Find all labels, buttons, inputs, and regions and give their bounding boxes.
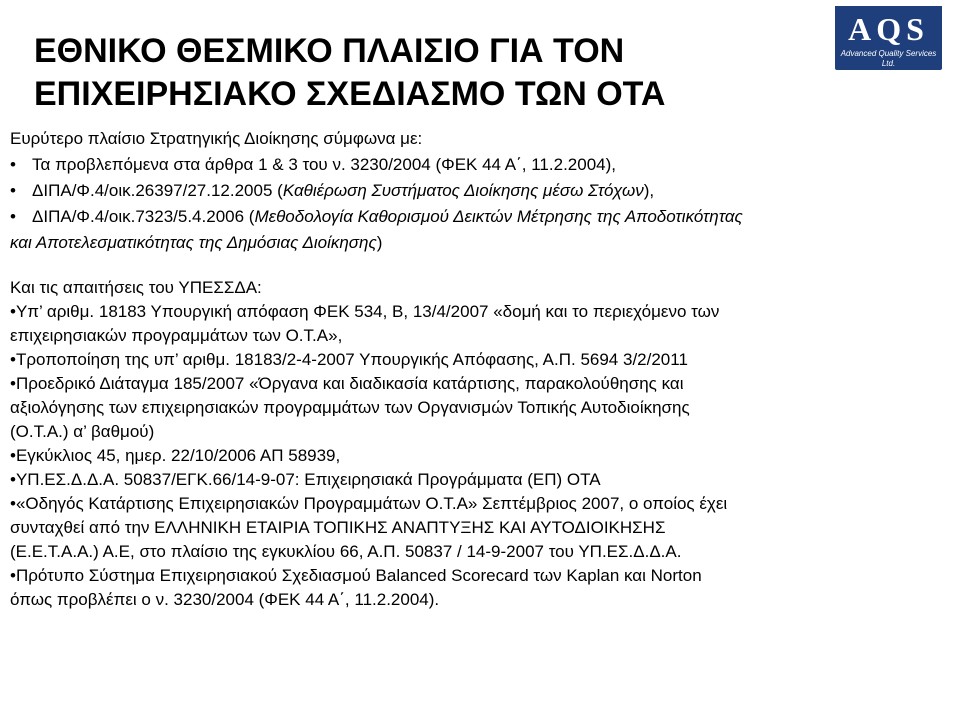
slide-title-line-1: ΕΘΝΙΚΟ ΘΕΣΜΙΚΟ ΠΛΑΙΣΙΟ ΓΙΑ ΤΟΝ bbox=[34, 32, 625, 70]
list-item-text: Τα προβλεπόμενα στα άρθρα 1 & 3 του ν. 3230/2004 (ΦΕΚ 44 Α΄, 11.2.2004), bbox=[32, 155, 616, 174]
list-line: •ΥΠ.ΕΣ.Δ.Δ.Α. 50837/ΕΓΚ.66/14-9-07: Επιχειρησιακά Προγράμματα (ΕΠ) ΟΤΑ bbox=[10, 470, 601, 489]
aqs-logo bbox=[835, 6, 942, 77]
list-line: αξιολόγησης των επιχειρησιακών προγραμμάτων των Οργανισμών Τοπικής Αυτοδιοίκησης bbox=[10, 398, 690, 417]
section-strategic-framework bbox=[10, 126, 945, 256]
list-line: επιχειρησιακών προγραμμάτων των Ο.Τ.Α», bbox=[10, 326, 343, 345]
list-line: •Προεδρικό Διάταγμα 185/2007 «Όργανα και διαδικασία κατάρτισης, παρακολούθησης και bbox=[10, 374, 684, 393]
list-line: (Ο.Τ.Α.) α’ βαθμού) bbox=[10, 422, 155, 441]
section-heading: Ευρύτερο πλαίσιο Στρατηγικής Διοίκησης σύμφωνα με: bbox=[10, 129, 423, 148]
section-spacer bbox=[10, 256, 945, 276]
list-item bbox=[10, 152, 945, 178]
list-item-continuation bbox=[10, 230, 945, 256]
section-ypessda-requirements bbox=[10, 276, 945, 612]
list-line: •Εγκύκλιος 45, ημερ. 22/10/2006 ΑΠ 58939, bbox=[10, 446, 341, 465]
logo-english-text: Advanced Quality Services Ltd. bbox=[840, 49, 937, 68]
bullet-icon: • bbox=[10, 155, 16, 174]
section-heading: Και τις απαιτήσεις του ΥΠΕΣΣΔΑ: bbox=[10, 278, 262, 297]
list-item-text: ΔΙΠΑ/Φ.4/οικ.7323/5.4.2006 ( bbox=[32, 207, 255, 226]
list-line: •Πρότυπο Σύστημα Επιχειρησιακού Σχεδιασμού Balanced Scorecard των Kaplan και Norton bbox=[10, 566, 702, 585]
slide-title bbox=[34, 30, 794, 116]
bullet-icon: • bbox=[10, 181, 16, 200]
list-line: •Υπ’ αριθμ. 18183 Υπουργική απόφαση ΦΕΚ 534, Β, 13/4/2007 «δομή και το περιεχόμενο των bbox=[10, 302, 720, 321]
list-line: •Τροποποίηση της υπ’ αριθμ. 18183/2-4-2007 Υπουργικής Απόφασης, Α.Π. 5694 3/2/2011 bbox=[10, 350, 688, 369]
list-line: όπως προβλέπει ο ν. 3230/2004 (ΦΕΚ 44 Α΄, 11.2.2004). bbox=[10, 590, 440, 609]
bullet-icon: • bbox=[10, 207, 16, 226]
list-item-text: ΔΙΠΑ/Φ.4/οικ.26397/27.12.2005 ( bbox=[32, 181, 283, 200]
logo-greek-text: ΣΥΜΒΟΥΛΟΙ ΕΠΙΧΕΙΡΗΣΕΩΝ bbox=[841, 70, 936, 77]
slide-title-line-2: ΕΠΙΧΕΙΡΗΣΙΑΚΟ ΣΧΕΔΙΑΣΜΟ ΤΩΝ ΟΤΑ bbox=[34, 75, 666, 113]
list-item bbox=[10, 204, 945, 230]
list-line: •«Οδηγός Κατάρτισης Επιχειρησιακών Προγραμμάτων Ο.Τ.Α» Σεπτέμβριος 2007, ο οποίος έχει bbox=[10, 494, 728, 513]
list-item-text: ), bbox=[643, 181, 655, 200]
list-item-italic-text: Μεθοδολογία Καθορισμού Δεικτών Μέτρησης της Αποδοτικότητας bbox=[254, 207, 743, 226]
list-line: συνταχθεί από την ΕΛΛΗΝΙΚΗ ΕΤΑΙΡΙΑ ΤΟΠΙΚΗΣ ΑΝΑΠΤΥΞΗΣ ΚΑΙ ΑΥΤΟΔΙΟΙΚΗΣΗΣ bbox=[10, 518, 666, 537]
list-item-italic-text: και Αποτελεσματικότητας της Δημόσιας Διοίκησης bbox=[10, 233, 377, 252]
list-line: (Ε.Ε.Τ.Α.Α.) Α.Ε, στο πλαίσιο της εγκυκλίου 66, Α.Π. 50837 / 14-9-2007 του ΥΠ.ΕΣ.Δ.Δ.Α. bbox=[10, 542, 682, 561]
list-item bbox=[10, 178, 945, 204]
slide-body bbox=[10, 126, 945, 612]
list-item-text: ) bbox=[376, 233, 383, 252]
logo-letters: AQS bbox=[848, 11, 929, 47]
list-item-italic-text: Καθιέρωση Συστήματος Διοίκησης μέσω Στόχων bbox=[282, 181, 644, 200]
